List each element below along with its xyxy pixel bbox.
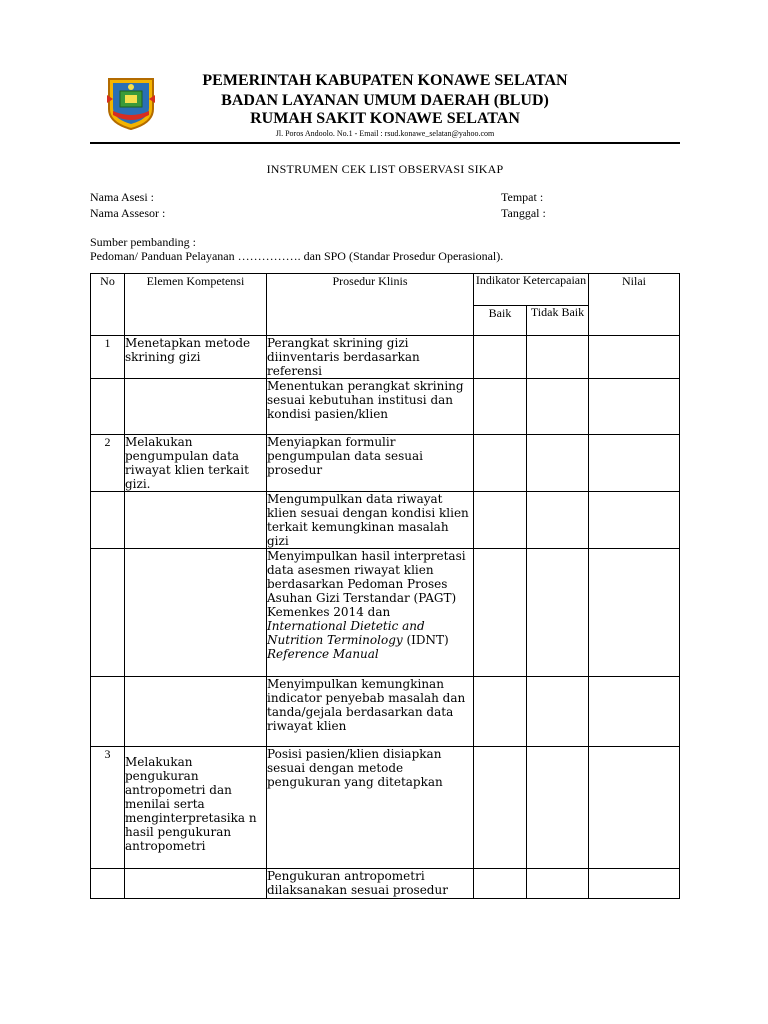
header-nilai: Nilai [589, 274, 680, 336]
header-elemen-kompetensi: Elemen Kompetensi [125, 274, 267, 336]
nilai-cell[interactable] [589, 549, 680, 677]
prosedur-cell: Perangkat skrining gizi diinventaris berdasarkan referensi [267, 336, 474, 379]
prosedur-cell: Posisi pasien/klien disiapkan sesuai dengan metode pengukuran yang ditetapkan [267, 747, 474, 869]
elemen-cell [125, 492, 267, 549]
prosedur-reference-manual: Reference Manual [267, 647, 379, 661]
row-number [91, 677, 125, 747]
row-number: 1 [91, 336, 125, 379]
prosedur-text: Menyimpulkan hasil interpretasi data asesmen riwayat klien berdasarkan Pedoman Proses Asuhan Gizi Terstandar (PAGT) Kemenkes 2014 dan [267, 549, 466, 619]
tidak-baik-cell[interactable] [527, 677, 589, 747]
prosedur-cell [267, 549, 474, 677]
prosedur-cell: Menentukan perangkat skrining sesuai kebutuhan institusi dan kondisi pasien/klien [267, 379, 474, 435]
elemen-cell: Melakukan pengumpulan data riwayat klien terkait gizi. [125, 435, 267, 492]
row-number: 2 [91, 435, 125, 492]
field-sumber-pembanding: Sumber pembanding : [90, 235, 196, 249]
table-row [91, 549, 680, 677]
tidak-baik-cell[interactable] [527, 435, 589, 492]
table-row [91, 435, 680, 492]
document-title: INSTRUMEN CEK LIST OBSERVASI SIKAP [266, 162, 504, 176]
nilai-cell[interactable] [589, 435, 680, 492]
tidak-baik-cell[interactable] [527, 379, 589, 435]
table-row [91, 677, 680, 747]
tidak-baik-cell[interactable] [527, 869, 589, 899]
header-prosedur-klinis: Prosedur Klinis [267, 274, 474, 336]
prosedur-cell: Mengumpulkan data riwayat klien sesuai dengan kondisi klien terkait kemungkinan masalah gizi [267, 492, 474, 549]
field-pedoman: Pedoman/ Panduan Pelayanan ……………. dan SPO (Standar Prosedur Operasional). [90, 249, 504, 263]
header-indikator: Indikator Ketercapaian [474, 274, 589, 306]
table-row [91, 379, 680, 435]
prosedur-idnt-abbr: (IDNT) [406, 633, 449, 647]
header-no: No [91, 274, 125, 336]
table-row [91, 747, 680, 869]
table-row [91, 492, 680, 549]
row-number: 3 [91, 747, 125, 869]
tidak-baik-cell[interactable] [527, 492, 589, 549]
elemen-cell: Melakukan pengukuran antropometri dan menilai serta menginterpretasika n hasil pengukuran antropometri [125, 747, 267, 869]
prosedur-idnt-title: International Dietetic and Nutrition Terminology [267, 619, 425, 647]
baik-cell[interactable] [474, 336, 527, 379]
field-nama-asesi: Nama Asesi : [90, 190, 154, 204]
elemen-cell [125, 677, 267, 747]
table-row [91, 869, 680, 899]
baik-cell[interactable] [474, 677, 527, 747]
field-tempat: Tempat : [501, 190, 544, 204]
baik-cell[interactable] [474, 869, 527, 899]
field-nama-assesor: Nama Assesor : [90, 206, 166, 220]
row-number [91, 492, 125, 549]
regency-logo [103, 75, 159, 131]
header-tidak-baik: Tidak Baik [527, 306, 589, 336]
baik-cell[interactable] [474, 549, 527, 677]
baik-cell[interactable] [474, 379, 527, 435]
elemen-cell [125, 869, 267, 899]
nilai-cell[interactable] [589, 492, 680, 549]
nilai-cell[interactable] [589, 747, 680, 869]
row-number [91, 549, 125, 677]
row-number [91, 379, 125, 435]
baik-cell[interactable] [474, 747, 527, 869]
header-address: Jl. Poros Andoolo. No.1 - Email : rsud.konawe_selatan@yahoo.com [275, 129, 495, 138]
baik-cell[interactable] [474, 435, 527, 492]
tidak-baik-cell[interactable] [527, 549, 589, 677]
prosedur-cell: Pengukuran antropometri dilaksanakan sesuai prosedur [267, 869, 474, 899]
tidak-baik-cell[interactable] [527, 336, 589, 379]
header-divider [90, 142, 680, 144]
elemen-cell: Menetapkan metode skrining gizi [125, 336, 267, 379]
header-agency: BADAN LAYANAN UMUM DAERAH (BLUD) [221, 92, 549, 109]
field-tanggal: Tanggal : [501, 206, 546, 220]
elemen-cell [125, 379, 267, 435]
nilai-cell[interactable] [589, 336, 680, 379]
observation-table [90, 273, 680, 899]
table-header-row [91, 274, 680, 306]
prosedur-cell: Menyimpulkan kemungkinan indicator penyebab masalah dan tanda/gejala berdasarkan data riwayat klien [267, 677, 474, 747]
nilai-cell[interactable] [589, 677, 680, 747]
tidak-baik-cell[interactable] [527, 747, 589, 869]
baik-cell[interactable] [474, 492, 527, 549]
header-government: PEMERINTAH KABUPATEN KONAWE SELATAN [202, 72, 568, 89]
table-row [91, 336, 680, 379]
row-number [91, 869, 125, 899]
elemen-cell [125, 549, 267, 677]
nilai-cell[interactable] [589, 379, 680, 435]
nilai-cell[interactable] [589, 869, 680, 899]
header-hospital: RUMAH SAKIT KONAWE SELATAN [250, 110, 520, 127]
header-baik: Baik [474, 306, 527, 336]
prosedur-cell: Menyiapkan formulir pengumpulan data sesuai prosedur [267, 435, 474, 492]
